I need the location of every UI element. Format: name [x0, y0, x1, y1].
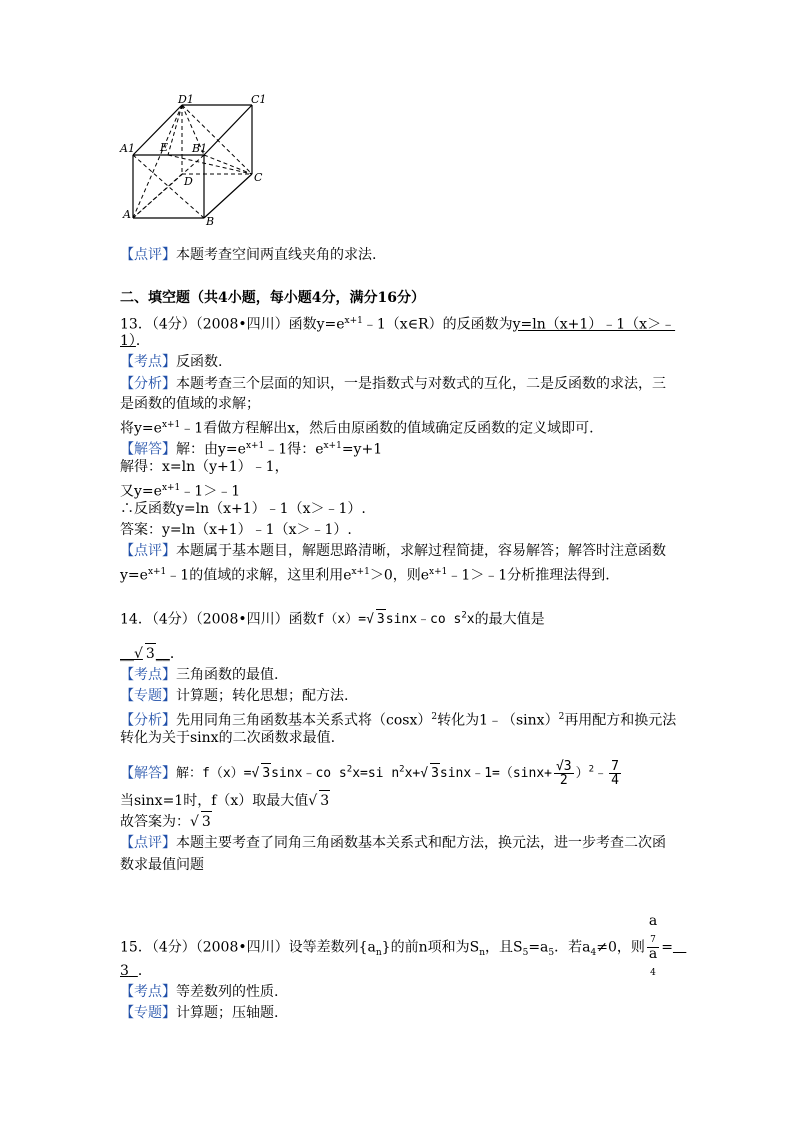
q15-kaodian: 【考点】等差数列的性质. — [120, 984, 279, 1000]
q14-fenxi-2: 转化为关于sinx的二次函数求最值. — [120, 730, 336, 746]
label-A: A — [123, 208, 131, 221]
q15-answer: 3 ． — [120, 963, 152, 979]
q13-question: 13．（4分）（2008•四川）函数$y=e^{x+1}﹣1(x\in R)$的反函数为y=ln（x+1）﹣1（x＞﹣ — [120, 316, 676, 333]
q13-jieda-5: 答案：y=ln（x+1）﹣1（x＞﹣1）. — [120, 522, 352, 538]
q14-fenxi: 【分析】先用同角三角函数基本关系式将$(\cos x)^2$转化为$1﹣(\sin x)^2$再用配方和换元法 — [120, 712, 677, 729]
label-D1: D1 — [178, 93, 194, 106]
label-D: D — [184, 175, 193, 188]
q14-jieda-3: 故答案为：√ 3 — [120, 811, 212, 832]
q14-zhuanti: 【专题】计算题；转化思想；配方法. — [120, 688, 349, 704]
q14-dianping-2: 数求最值问题 — [120, 857, 204, 873]
label-E: E — [160, 141, 169, 154]
q14-answer: __√ 3__． — [120, 643, 184, 664]
section-title: 二、填空题（共4小题，每小题4分，满分16分） — [120, 290, 425, 306]
q14-jieda-2: 当sinx=1时，f（x）取最大值√ 3 — [120, 790, 330, 811]
label-A1: A1 — [120, 142, 135, 155]
label-C1: C1 — [251, 93, 267, 106]
q13-fenxi: 【分析】本题考查三个层面的知识，一是指数式与对数式的互化，二是反函数的求法，三 — [120, 376, 666, 392]
q13-fenxi-2: 是函数的值域的求解； — [120, 396, 260, 412]
q15-zhuanti: 【专题】计算题；压轴题. — [120, 1005, 279, 1021]
q15-question: 15．（4分）（2008•四川）设等差数列$\{a_n\}$的前n项和为$S_n$，且$S_5=a_5$．若$a_4\ne 0$，则 a $_7$ a $_4$ = — [120, 913, 673, 978]
q13-answer: y=ln（x+1）﹣1（x＞﹣ — [512, 316, 676, 333]
dianping-tag: 【点评】 — [120, 247, 176, 263]
q13-jieda-2: 解得：x=ln（y+1）﹣1， — [120, 459, 289, 475]
label-B1: B1 — [192, 142, 208, 155]
q13-fenxi-3: 将$y=e^{x+1}﹣1$看做方程解出x，然后由原函数的值域确定反函数的定义域即可. — [120, 420, 594, 437]
q14-jieda: 【解答】解：f（x）=√ 3sinx﹣co $s^2x=si$ $n^2x+√$ 3sinx﹣1=（sinx+ $\frac{√3}{2}$ ）$^2$﹣ $\frac{7}{4}$ — [120, 759, 619, 789]
q14-dianping: 【点评】本题主要考查了同角三角函数基本关系式和配方法，换元法，进一步考查二次函 — [120, 835, 666, 851]
q13-jieda-3: 又$y=e^{x+1}﹣1>﹣1$ — [120, 483, 241, 500]
q13-dianping: 【点评】本题属于基本题目，解题思路清晰，求解过程简捷，容易解答；解答时注意函数 — [120, 543, 666, 559]
q13-answer-cont: 1）． — [120, 333, 150, 349]
q13-jieda-4: ∴反函数y=ln（x+1）﹣1（x＞﹣1）. — [120, 501, 366, 517]
cube-figure — [118, 92, 278, 232]
q14-kaodian: 【考点】三角函数的最值. — [120, 667, 279, 683]
q13-kaodian: 【考点】反函数. — [120, 354, 223, 370]
label-C: C — [254, 171, 263, 184]
label-B: B — [206, 215, 215, 228]
p12-dianping: 【点评】本题考查空间两直线夹角的求法. — [120, 247, 377, 263]
q14-question: 14．（4分）（2008•四川）函数f（x）=√ 3sinx﹣co $s^2x$的最大值是 — [120, 606, 545, 630]
q13-jieda: 【解答】解：由$y=e^{x+1}﹣1$得：$e^{x+1}=y+1$ — [120, 441, 383, 458]
q13-dianping-2: $y=e^{x+1}﹣1$的值域的求解，这里利用$e^{x+1}>0$，则$e^{x+1}﹣1>﹣1$分析推理法得到. — [120, 567, 610, 584]
